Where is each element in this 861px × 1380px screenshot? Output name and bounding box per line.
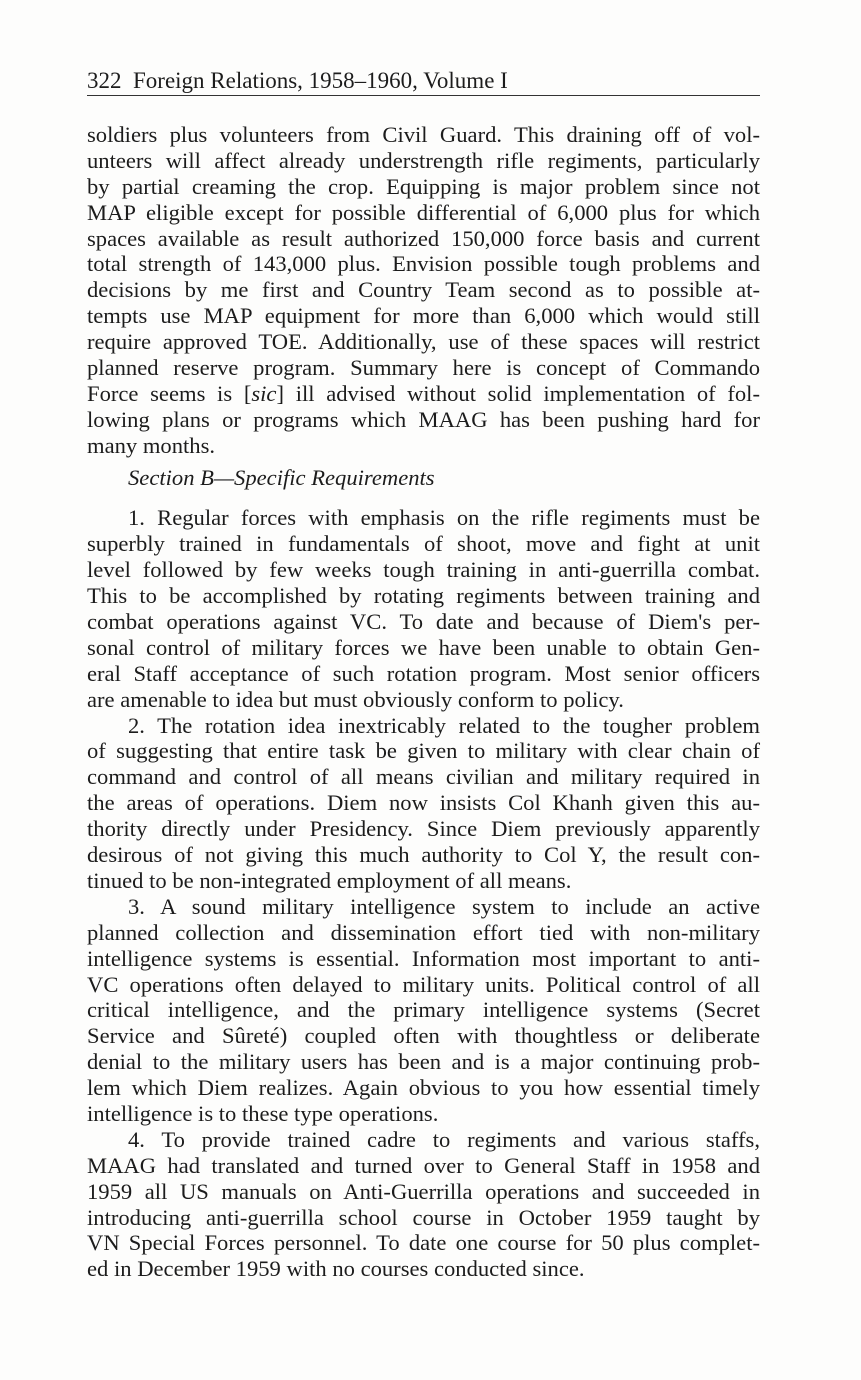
header-rule [87,95,760,96]
text-line: VC operations often delayed to military units. Political control of all [87,971,760,997]
text-line: planned reserve program. Summary here is concept of Commando [87,355,760,381]
text-line: lem which Diem realizes. Again obvious to you how essential timely [87,1075,760,1101]
paragraph [87,1127,760,1282]
text-line: planned collection and dissemination effort tied with non-military [87,919,760,945]
text-line: the areas of operations. Diem now insists Col Khanh given this au- [87,790,760,816]
text-line: 3. A sound military intelligence system to include an active [128,893,760,919]
text-line: soldiers plus volunteers from Civil Guard. This draining off of vol- [87,122,760,147]
page-number: 322 [87,68,122,93]
text-line: tempts use MAP equipment for more than 6,000 which would still [87,303,760,329]
text-line: critical intelligence, and the primary intelligence systems (Secret [87,997,760,1023]
text-line: introducing anti-guerrilla school course in October 1959 taught by [87,1204,760,1230]
paragraph [87,713,760,894]
running-title: Foreign Relations, 1958–1960, Volume I [133,68,508,93]
text-line: denial to the military users has been and is a major continuing prob- [87,1049,760,1075]
text-line: 1959 all US manuals on Anti-Guerrilla operations and succeeded in [87,1178,760,1204]
text-line: 1. Regular forces with emphasis on the rifle regiments must be [128,505,760,531]
text-line: 2. The rotation idea inextricably related to the tougher problem [128,712,760,738]
text-line: Force seems is [sic] ill advised without solid implementation of fol- [87,380,760,406]
text-line: by partial creaming the crop. Equipping is major problem since not [87,173,760,199]
text-line: MAP eligible except for possible differential of 6,000 plus for which [87,199,760,225]
text-line: MAAG had translated and turned over to General Staff in 1958 and [87,1152,760,1178]
text-line: VN Special Forces personnel. To date one course for 50 plus complet- [87,1230,760,1256]
paragraph [87,122,760,459]
text-line: of suggesting that entire task be given to military with clear chain of [87,738,760,764]
paragraph [87,894,760,1127]
text-line: unteers will affect already understrength rifle regiments, particularly [87,147,760,173]
text-line: require approved TOE. Additionally, use of these spaces will restrict [87,329,760,355]
text-line: intelligence is to these type operations. [87,1100,439,1126]
text-line: spaces available as result authorized 150,000 force basis and current [87,225,760,251]
text-line: command and control of all means civilian and military required in [87,764,760,790]
text-line: lowing plans or programs which MAAG has been pushing hard for [87,406,760,432]
text-line: total strength of 143,000 plus. Envision possible tough problems and [87,251,760,277]
paragraph [87,505,760,712]
section-heading: Section B—Specific Requirements [128,464,435,490]
numbered-paragraphs [87,505,760,1282]
text-line: This to be accomplished by rotating regiments between training and [87,583,760,609]
text-line: are amenable to idea but must obviously conform to policy. [87,686,624,712]
continued-paragraph [87,122,760,459]
text-line: tinued to be non-integrated employment of all means. [87,867,572,893]
text-line: 4. To provide trained cadre to regiments and various staffs, [128,1126,760,1152]
text-line: desirous of not giving this much authority to Col Y, the result con- [87,842,760,868]
page-body [87,122,760,1282]
text-line: superbly trained in fundamentals of shoot, move and fight at unit [87,531,760,557]
text-line: eral Staff acceptance of such rotation program. Most senior officers [87,660,760,686]
text-line: decisions by me first and Country Team second as to possible at- [87,277,760,303]
text-line: level followed by few weeks tough training in anti-guerrilla combat. [87,557,760,583]
text-line: intelligence systems is essential. Information most important to anti- [87,945,760,971]
text-line: combat operations against VC. To date and because of Diem's per- [87,609,760,635]
text-line: sonal control of military forces we have been unable to obtain Gen- [87,634,760,660]
text-line: thority directly under Presidency. Since Diem previously apparently [87,816,760,842]
running-header [87,68,760,94]
text-line: many months. [87,432,216,458]
text-line: ed in December 1959 with no courses conducted since. [87,1256,585,1282]
text-line: Service and Sûreté) coupled often with thoughtless or deliberate [87,1023,760,1049]
